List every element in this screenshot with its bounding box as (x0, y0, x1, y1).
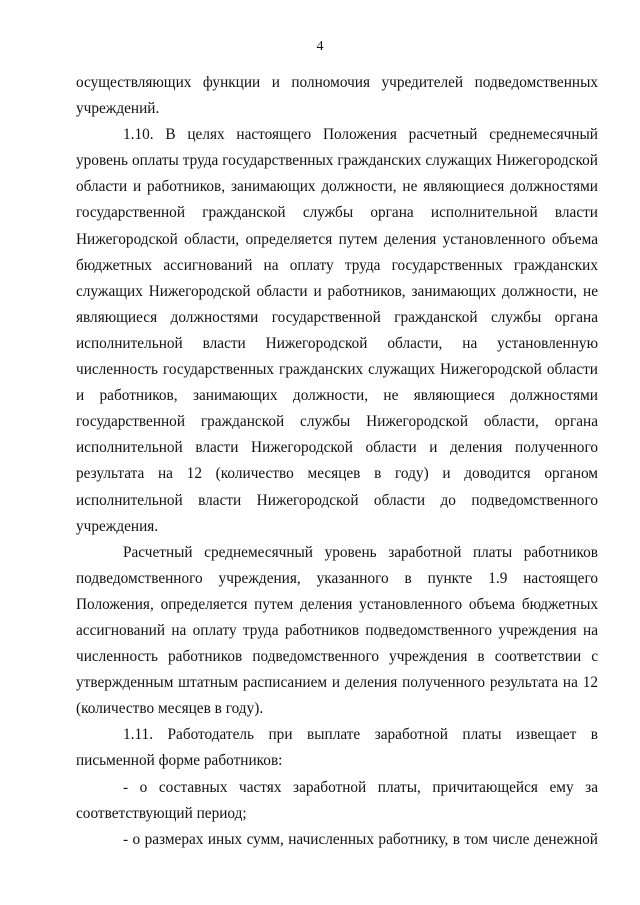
paragraph-1-11: 1.11. Работодатель при выплате заработной платы извещает в письменной форме работников: (76, 726, 598, 770)
page-number: 4 (316, 39, 324, 54)
list-item-other-sums: - о размерах иных сумм, начисленных работнику, в том числе денежной (123, 830, 598, 848)
paragraph-salary-level: Расчетный среднемесячный уровень заработной платы работников подведомственного учреждения, указанного в пункте 1.9 настоящего Положения, определяется путем деления установленного объема бюджетных ассигнований на оплату труда работников подведомственного учреждения на численность работников подведомственного учреждения в соответствии с утвержденным штатным расписанием и деления полученного результата на 12 (количество месяцев в году). (76, 543, 598, 718)
paragraph-1-10: 1.10. В целях настоящего Положения расчетный среднемесячный уровень оплаты труда государственных гражданских служащих Нижегородской области и работников, занимающих должности, не являющиеся должностями государственной гражданской службы органа исполнительной власти Нижегородской области, определяется путем деления установленного объема бюджетных ассигнований на оплату труда государственных гражданских служащих Нижегородской области и работников, занимающих должности, не являющиеся должностями государственной гражданской службы органа исполнительной власти Нижегородской области, на установленную численность государственных гражданских служащих Нижегородской области и работников, занимающих должности, не являющиеся должностями государственной гражданской службы Нижегородской области, органа исполнительной власти Нижегородской области и деления полученного результата на 12 (количество месяцев в году) и доводится органом исполнительной власти Нижегородской области до подведомственного учреждения. (76, 126, 598, 535)
body-text (76, 70, 598, 853)
paragraph-continuation: осуществляющих функции и полномочия учредителей подведомственных учреждений. (76, 74, 598, 118)
list-item-components: - о составных частях заработной платы, причитающейся ему за соответствующий период; (76, 778, 598, 822)
